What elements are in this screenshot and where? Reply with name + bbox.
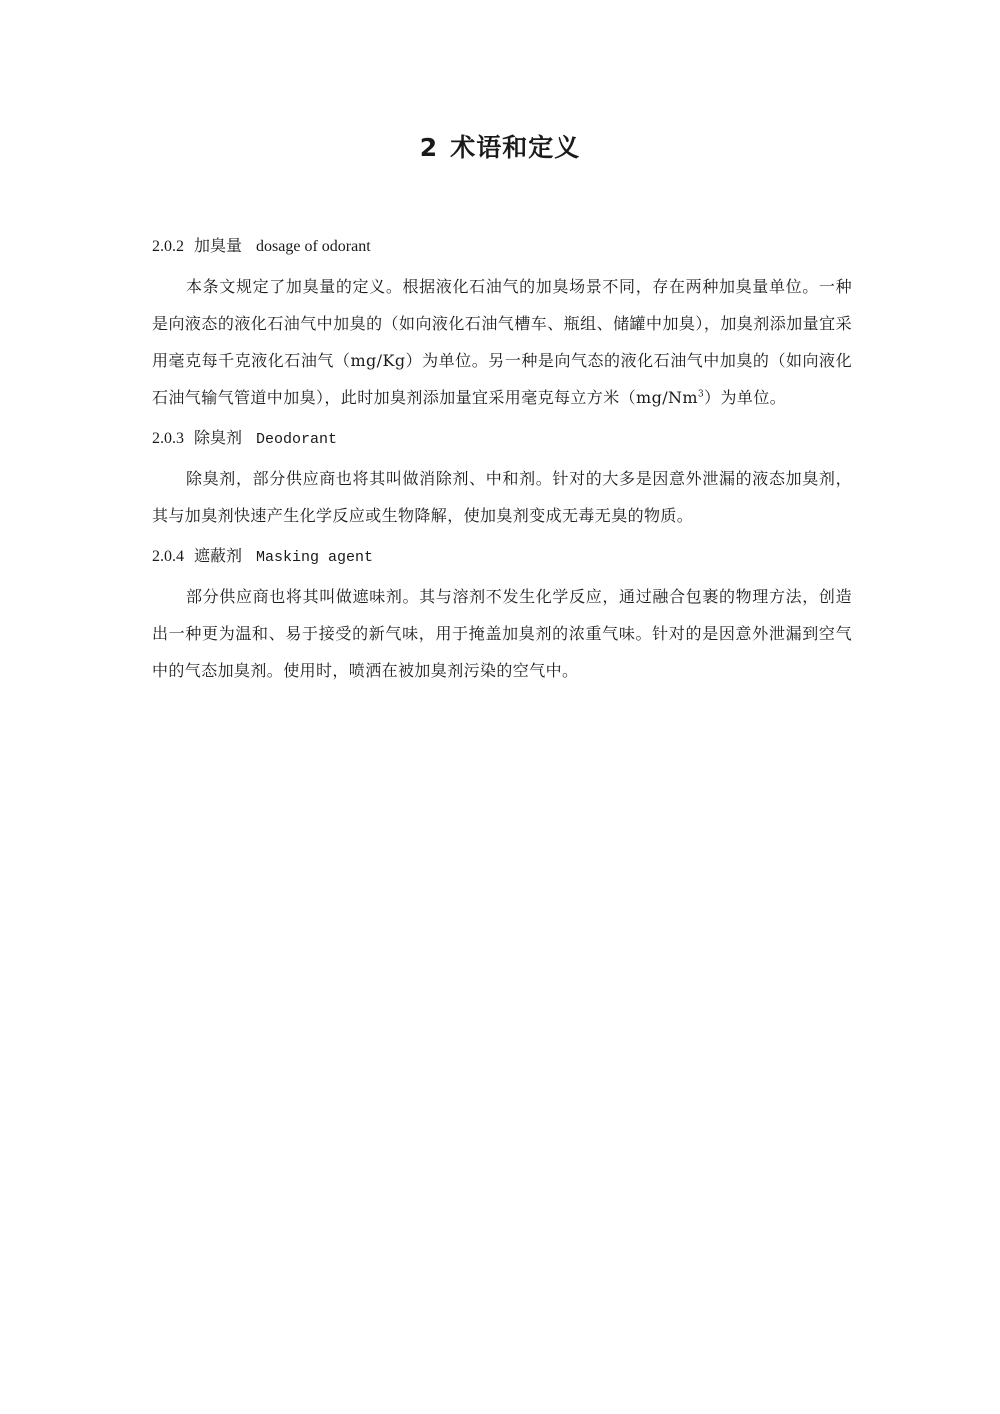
definition-text-end: ）为单位。 xyxy=(704,388,787,407)
chapter-number: 2 xyxy=(419,133,439,162)
term-english-name: Deodorant xyxy=(256,431,338,448)
term-code: 2.0.2 xyxy=(152,238,184,255)
term-chinese-name: 加臭量 xyxy=(194,236,243,255)
terms-section xyxy=(152,228,852,693)
term-english-name: Masking agent xyxy=(256,549,374,566)
term-heading-dosage xyxy=(152,228,852,264)
chapter-title-text: 术语和定义 xyxy=(450,133,581,162)
term-definition-masking-agent: 部分供应商也将其叫做遮味剂。其与溶剂不发生化学反应，通过融合包裹的物理方法，创造出一种更为温和、易于接受的新气味，用于掩盖加臭剂的浓重气味。针对的是因意外泄漏到空气中的气态加臭剂。使用时，喷洒在被加臭剂污染的空气中。 xyxy=(152,587,852,680)
term-definition-deodorant: 除臭剂，部分供应商也将其叫做消除剂、中和剂。针对的大多是因意外泄漏的液态加臭剂，其与加臭剂快速产生化学反应或生物降解，使加臭剂变成无毒无臭的物质。 xyxy=(152,469,852,525)
superscript-unit: 3 xyxy=(697,389,705,400)
definition-text: 本条文规定了加臭量的定义。根据液化石油气的加臭场景不同，存在两种加臭量单位。一种是向液态的液化石油气中加臭的（如向液化石油气槽车、瓶组、储罐中加臭），加臭剂添加量宜采用毫克每千克液化石油气（mg/Kg）为单位。另一种是向气态的液化石油气中加臭的（如向液化石油气输气管道中加臭），此时加臭剂添加量宜采用毫克每立方米（mg/Nm xyxy=(152,277,852,407)
term-english-name: dosage of odorant xyxy=(256,238,371,255)
term-heading-deodorant xyxy=(152,420,852,456)
term-chinese-name: 除臭剂 xyxy=(194,428,243,447)
term-definition-dosage xyxy=(152,268,852,416)
term-chinese-name: 遮蔽剂 xyxy=(194,546,243,565)
term-heading-masking-agent xyxy=(152,538,852,574)
chapter-title xyxy=(0,128,1000,164)
term-code: 2.0.4 xyxy=(152,548,184,565)
term-code: 2.0.3 xyxy=(152,430,184,447)
